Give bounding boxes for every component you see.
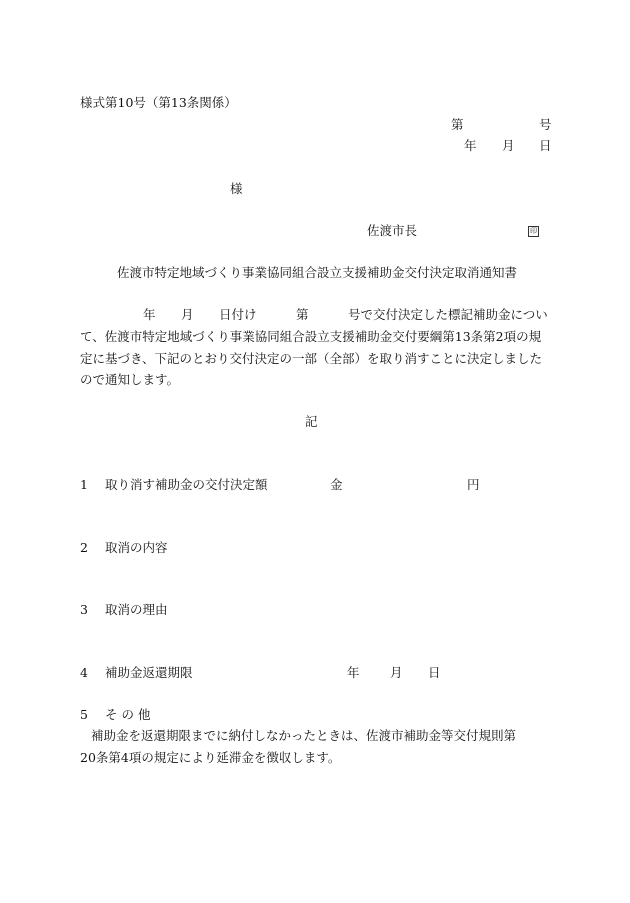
addressee-suffix: 様 (230, 181, 243, 196)
item-1-number: 1 (80, 477, 88, 492)
seal-stamp: 印 (530, 227, 537, 235)
doc-number-dai: 第 (451, 117, 464, 132)
item-4-number: 4 (80, 665, 88, 680)
ki-heading: 記 (305, 414, 318, 429)
body-line4: ので通知します。 (80, 372, 180, 387)
doc-date-day: 日 (539, 138, 552, 153)
body-dated: 日付け (219, 307, 257, 322)
item-5-label: そ の 他 (105, 707, 151, 722)
item-3-label: 取消の理由 (105, 602, 168, 617)
item-5-text-line1: 補助金を返還期限までに納付しなかったときは、佐渡市補助金等交付規則第 (91, 728, 517, 743)
item-2-number: 2 (80, 540, 88, 555)
item-1-kin: 金 (330, 477, 343, 492)
body-dai: 第 (296, 307, 309, 322)
item-2-label: 取消の内容 (105, 540, 168, 555)
doc-date-month: 月 (502, 138, 515, 153)
item-5-number: 5 (80, 707, 88, 722)
item-4-day: 日 (428, 665, 441, 680)
item-4-label: 補助金返還期限 (105, 665, 193, 680)
doc-date-year: 年 (464, 138, 477, 153)
document-title: 佐渡市特定地域づくり事業協同組合設立支援補助金交付決定取消通知書 (117, 265, 518, 280)
item-1-yen: 円 (467, 477, 480, 492)
item-3-number: 3 (80, 602, 88, 617)
body-year: 年 (143, 307, 156, 322)
body-month: 月 (181, 307, 194, 322)
issuer-name: 佐渡市長 (367, 223, 418, 238)
item-1-label: 取り消す補助金の交付決定額 (105, 477, 268, 492)
form-number: 様式第10号（第13条関係） (80, 95, 237, 110)
body-line2: て、佐渡市特定地域づくり事業協同組合設立支援補助金交付要綱第13条第2項の規 (80, 329, 542, 344)
item-4-month: 月 (390, 665, 403, 680)
body-line3: 定に基づき、下記のとおり交付決定の一部（全部）を取り消すことに決定しました (80, 351, 543, 366)
doc-number-go: 号 (539, 117, 552, 132)
body-line1-rest: 号で交付決定した標記補助金につい (348, 307, 548, 322)
item-5-text-line2: 20条第4項の規定により延滞金を徴収します。 (80, 750, 341, 765)
item-4-year: 年 (347, 665, 360, 680)
